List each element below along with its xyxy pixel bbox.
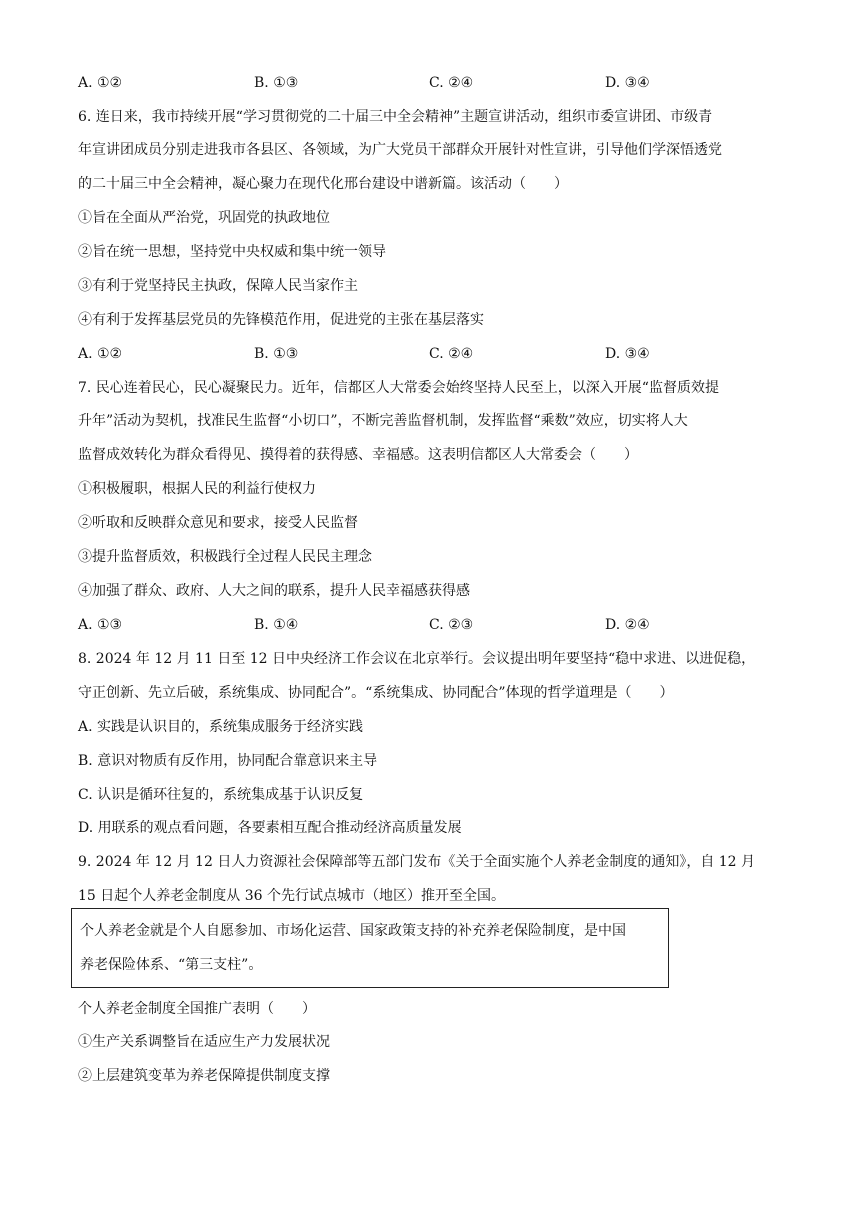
q5-option-d: D. ③④ bbox=[605, 75, 650, 91]
q9-statement-2: ②上层建筑变革为养老保障提供制度支撑 bbox=[78, 1068, 330, 1084]
q6-statement-3: ③有利于党坚持民主执政，保障人民当家作主 bbox=[78, 278, 358, 294]
q7-statement-3: ③提升监督质效，积极践行全过程人民民主理念 bbox=[78, 549, 372, 565]
q5-option-a: A. ①② bbox=[78, 75, 123, 91]
q8-choice-c: C. 认识是循环往复的，系统集成基于认识反复 bbox=[78, 787, 364, 803]
q6-statement-2: ②旨在统一思想，坚持党中央权威和集中统一领导 bbox=[78, 244, 386, 260]
q9-box-line-2: 养老保险体系、“第三支柱”。 bbox=[80, 957, 263, 973]
q9-material-box bbox=[71, 908, 669, 988]
q9-statement-1: ①生产关系调整旨在适应生产力发展状况 bbox=[78, 1034, 330, 1050]
q7-statement-4: ④加强了群众、政府、人大之间的联系，提升人民幸福感获得感 bbox=[78, 583, 470, 599]
q6-stem-line-2: 年宣讲团成员分别走进我市各县区、各领域，为广大党员干部群众开展针对性宣讲，引导他们学深悟透党 bbox=[78, 142, 722, 158]
q8-stem-line-2: 守正创新、先立后破，系统集成、协同配合”。“系统集成、协同配合”体现的哲学道理是（ ） bbox=[78, 685, 674, 701]
q6-statement-4: ④有利于发挥基层党员的先锋模范作用，促进党的主张在基层落实 bbox=[78, 312, 484, 328]
q8-choice-b: B. 意识对物质有反作用，协同配合靠意识来主导 bbox=[78, 753, 378, 769]
q8-choice-d: D. 用联系的观点看问题，各要素相互配合推动经济高质量发展 bbox=[78, 820, 462, 836]
q7-option-b: B. ①④ bbox=[254, 617, 299, 633]
q8-choice-a: A. 实践是认识目的，系统集成服务于经济实践 bbox=[78, 719, 364, 735]
q6-stem-line-1: 6. 连日来，我市持续开展“学习贯彻党的二十届三中全会精神”主题宣讲活动，组织市委宣讲团、市级青 bbox=[78, 109, 713, 125]
q7-statement-1: ①积极履职，根据人民的利益行使权力 bbox=[78, 481, 316, 497]
q6-statement-1: ①旨在全面从严治党，巩固党的执政地位 bbox=[78, 210, 330, 226]
q7-stem-line-1: 7. 民心连着民心，民心凝聚民力。近年，信都区人大常委会始终坚持人民至上，以深入开展“监督质效提 bbox=[78, 380, 719, 396]
q9-stem-line-2: 15 日起个人养老金制度从 36 个先行试点城市（地区）推开至全国。 bbox=[78, 888, 505, 904]
q6-stem-line-3: 的二十届三中全会精神，凝心聚力在现代化邢台建设中谱新篇。该活动（ ） bbox=[78, 176, 568, 192]
q9-box-line-1: 个人养老金就是个人自愿参加、市场化运营、国家政策支持的补充养老保险制度，是中国 bbox=[80, 923, 626, 939]
q7-statement-2: ②听取和反映群众意见和要求，接受人民监督 bbox=[78, 515, 358, 531]
q8-stem-line-1: 8. 2024 年 12 月 11 日至 12 日中央经济工作会议在北京举行。会议提出明年要坚持“稳中求进、以进促稳， bbox=[78, 651, 756, 667]
q6-option-c: C. ②④ bbox=[429, 346, 474, 362]
q7-stem-line-2: 升年”活动为契机，找准民生监督“小切口”，不断完善监督机制，发挥监督“乘数”效应，切实将人大 bbox=[78, 413, 688, 429]
q5-option-b: B. ①③ bbox=[254, 75, 299, 91]
q5-option-c: C. ②④ bbox=[429, 75, 474, 91]
q9-stem-line-1: 9. 2024 年 12 月 12 日人力资源社会保障部等五部门发布《关于全面实施个人养老金制度的通知》，自 12 月 bbox=[78, 854, 756, 870]
q6-option-d: D. ③④ bbox=[605, 346, 650, 362]
q9-question: 个人养老金制度全国推广表明（ ） bbox=[78, 1001, 316, 1017]
q7-stem-line-3: 监督成效转化为群众看得见、摸得着的获得感、幸福感。这表明信都区人大常委会（ ） bbox=[78, 447, 638, 463]
q7-option-c: C. ②③ bbox=[429, 617, 474, 633]
q7-option-a: A. ①③ bbox=[78, 617, 123, 633]
q7-option-d: D. ②④ bbox=[605, 617, 650, 633]
q6-option-a: A. ①② bbox=[78, 346, 123, 362]
q6-option-b: B. ①③ bbox=[254, 346, 299, 362]
